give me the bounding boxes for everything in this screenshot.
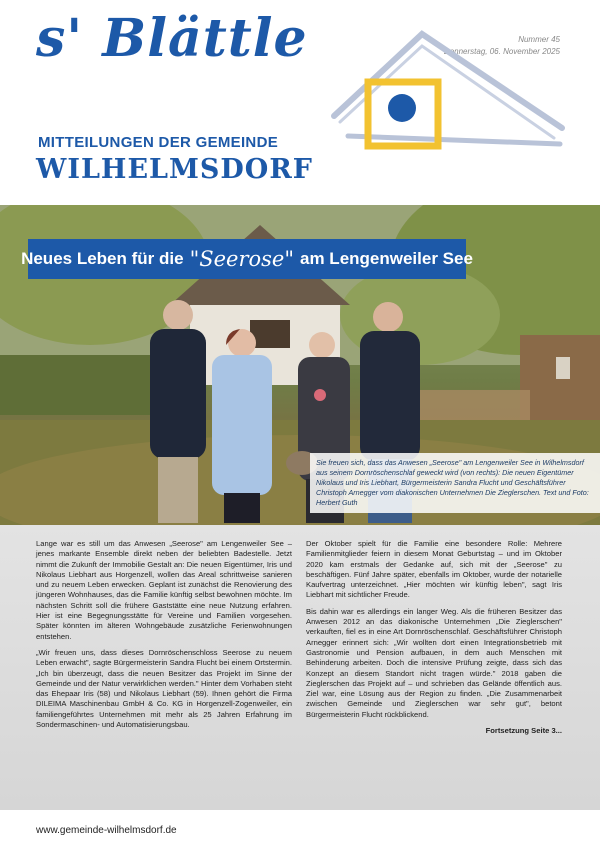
photo-caption: Sie freuen sich, dass das Anwesen „Seerose" am Lengenweiler See in Wilhelmsdorf aus seinem Dornröschenschlaf geweckt wird (von rechts): Die neuen Eigentümer Nikolaus und Iris Liebhart, Bürgermeisterin Sandra Flucht und Geschäftsführer Christoph Arnegger vom diakonischen Unternehmen Die Zieglerschen. Text und Foto: Herbert Guth [310, 453, 600, 513]
article-paragraph: „Wir freuen uns, dass dieses Dornröschenschloss Seerose zu neuem Leben erwacht", sagte Bürgermeisterin Sandra Flucht bei einem Ortstermin. „Ich bin überzeugt, dass die neuen Besitzer das Projekt im Sinne der Gemeinde und der Natur verwirklichen werden." Hinter dem Vorhaben steht das Ehepaar Iris (58) und Nikolaus Liebhart (59). Ihnen gehört die Firma DILEIMA Maschinenbau GmbH & Co. KG in Horgenzell-Zogenweiler, ein familiengeführtes Unternehmen mit mehr als 25 Jahren Erfahrung im Sondermaschinen- und Automatisierungsbau. [36, 647, 292, 730]
footer [0, 810, 600, 850]
person-2 [212, 329, 272, 523]
article-column-left [36, 539, 292, 810]
article-paragraph: Der Oktober spielt für die Familie eine besondere Rolle: Mehrere Familienmitglieder feiern in diesem Monat Geburtstag – und im Oktober 2020 kam erstmals der Gedanke auf, sich mit der „Seerose" zu beschäftigen. Fünf Jahre später, ebenfalls im Oktober, wurde der notarielle Kaufvertrag unterzeichnet. „Hier möchten wir künftig leben", sagt Iris Liebhart mit sichtlicher Freude. [306, 539, 562, 600]
article-body [0, 525, 600, 810]
headline-banner [21, 239, 473, 279]
website-link[interactable]: www.gemeinde-wilhelmsdorf.de [36, 824, 177, 836]
headline-accent: "Seerose" [189, 247, 295, 271]
house-roof-logo-icon [330, 20, 570, 160]
article-column-right [306, 539, 562, 810]
newsletter-subtitle: MITTEILUNGEN DER GEMEINDE [38, 134, 279, 151]
headline-prefix: Neues Leben für die [21, 249, 184, 268]
newsletter-title: s' Blättle [36, 8, 308, 69]
town-name: WILHELMSDORF [36, 154, 313, 185]
issue-number: Nummer 45 [518, 35, 560, 44]
article-paragraph: Lange war es still um das Anwesen „Seerose" am Lengenweiler See – jenes markante Ensemble direkt neben der beliebten Badestelle. Jetzt nimmt die Zukunft der Immobilie Gestalt an: Die neuen Eigentümer, Iris und Nikolaus Liebhart aus Horgenzell, wollen das Areal schrittweise sanieren und zu neuem Leben erwecken. Geplant ist zunächst die Renovierung des jüngeren Wohnhauses, das die Familie künftig selbst bewohnen möchte. Im nächsten Schritt soll die frühere Gaststätte eine neue Nutzung erfahren. Hier ist eine Begegnungsstätte für Vereine und Familien vorgesehen. Später könnten im älteren Wohngebäude zusätzliche Ferienwohnungen entstehen. [36, 539, 292, 641]
article-paragraph: Bis dahin war es allerdings ein langer Weg. Als die früheren Besitzer das Anwesen 2012 an das diakonische Unternehmen „Die Zieglerschen" verkauften, fiel es in eine Art Dornröschenschlaf. Geschäftsführer Christoph Arnegger erinnert sich: „Wir wollten dort einen Integrationsbetrieb mit Gastronomie und Pension aufbauen, in dem auch Menschen mit Behinderung arbeiten. Doch die intensive Prüfung zeigte, dass sich das Konzept an diesem Standort nicht tragen würde." 2018 gaben die Zieglerschen das Projekt auf – und schrieben das Gelände öffentlich aus. Ziel war, eine Lösung aus der Region zu finden. „Die Zusammenarbeit zwischen Gemeinde und Zieglerschen war sehr gut", betont Bürgermeisterin Flucht rückblickend. [306, 606, 562, 719]
cover-photo [0, 205, 600, 525]
masthead [0, 0, 600, 205]
headline-suffix: am Lengenweiler See [300, 249, 473, 268]
issue-date: Donnerstag, 06. November 2025 [443, 47, 560, 56]
person-1 [150, 300, 206, 523]
continue-link[interactable]: Fortsetzung Seite 3... [485, 726, 562, 736]
